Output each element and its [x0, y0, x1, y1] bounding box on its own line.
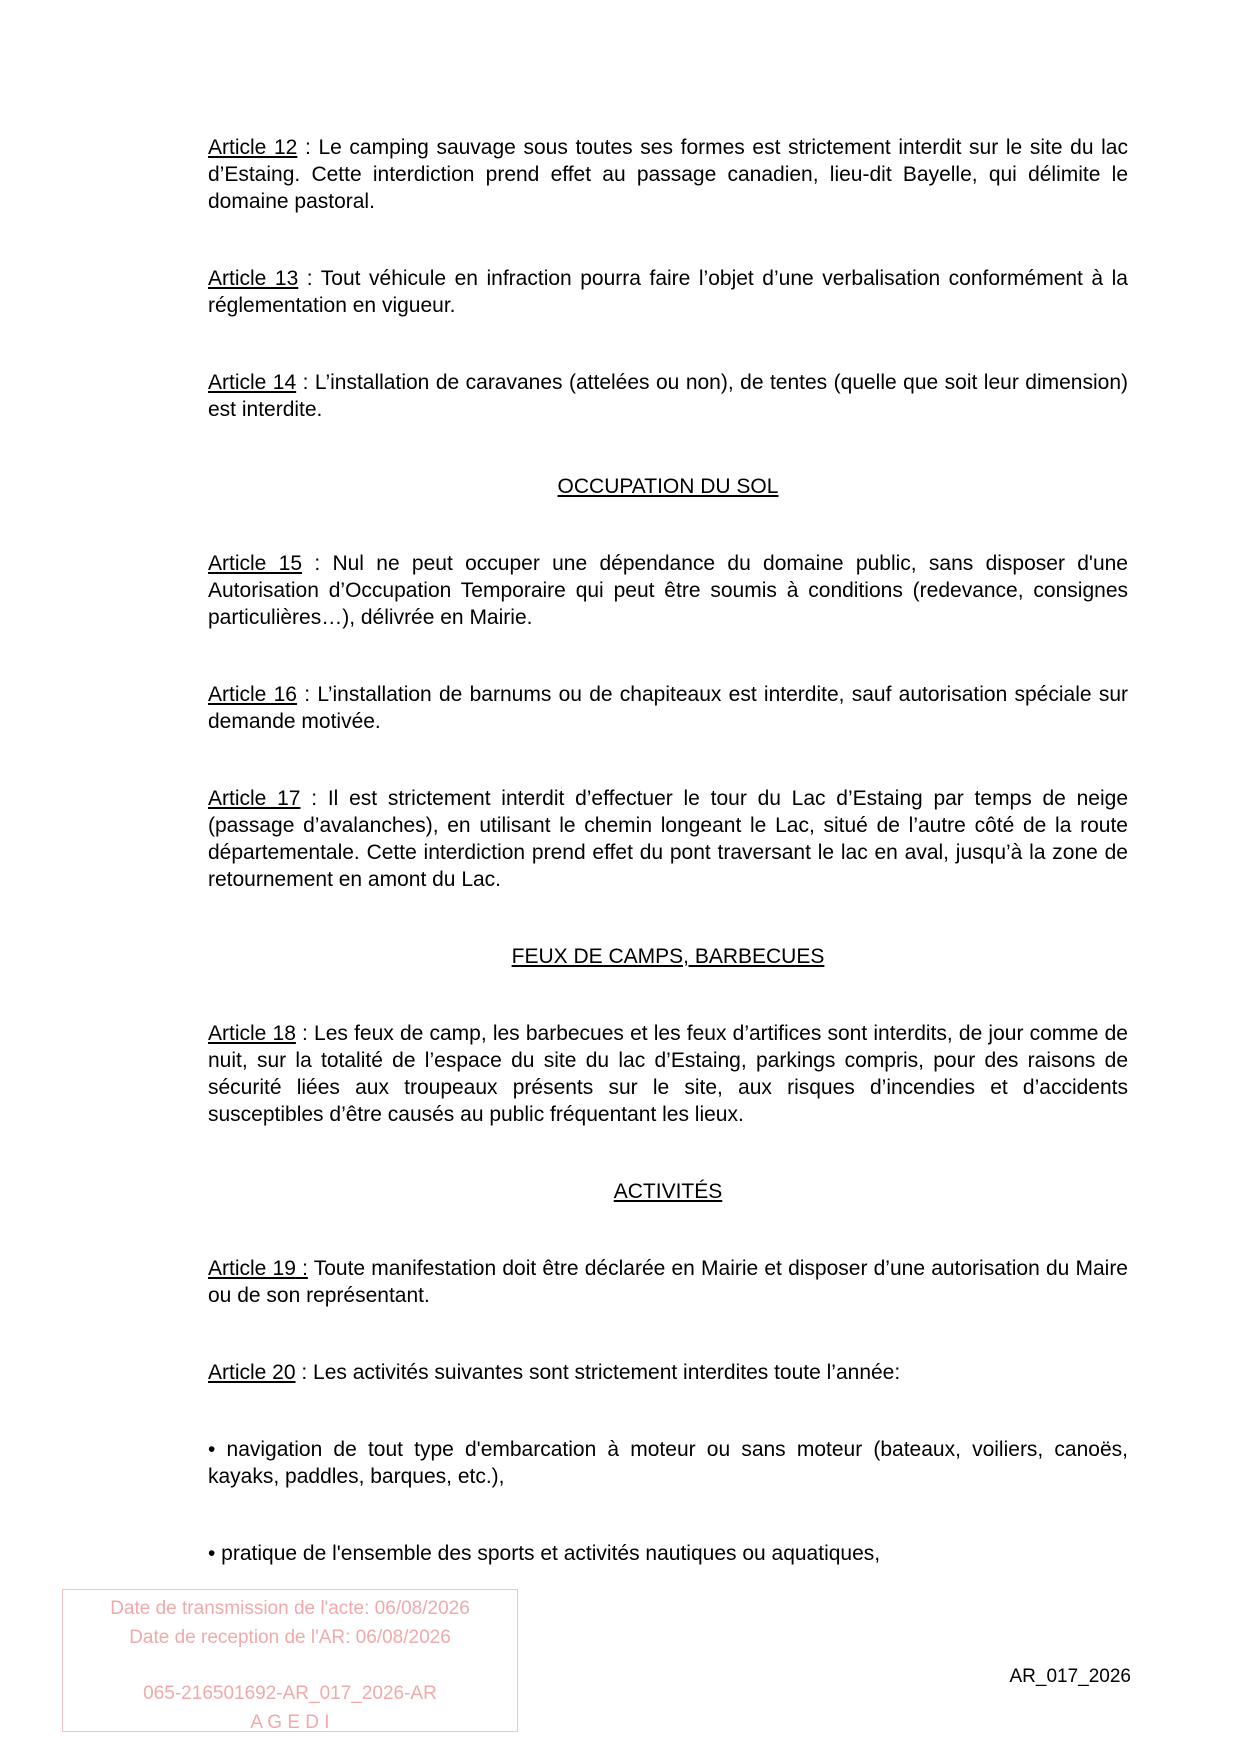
article-17 [208, 785, 1128, 893]
stamp-transmission-date: Date de transmission de l'acte: 06/08/2026 [110, 1598, 470, 1619]
article-text: : Les activités suivantes sont strictement interdites toute l’année: [295, 1361, 901, 1384]
article-label: Article 16 [208, 683, 297, 706]
article-label: Article 12 [208, 136, 298, 159]
article-text: : L’installation de caravanes (attelées ou non), de tentes (quelle que soit leur dimension) est interdite. [208, 371, 1128, 421]
article-text: : Il est strictement interdit d’effectuer le tour du Lac d’Estaing par temps de neige (passage d’avalanches), en utilisant le chemin longeant le Lac, situé de l’autre côté de la route départementale. Cette interdiction prend effet du pont traversant le lac en aval, jusqu’à la zone de retournement en amont du Lac. [208, 787, 1128, 891]
article-label: Article 15 [208, 552, 303, 575]
article-label: Article 14 [208, 371, 297, 394]
bullet-item-sports: • pratique de l'ensemble des sports et activités nautiques ou aquatiques, [208, 1542, 881, 1565]
stamp-act-id: 065-216501692-AR_017_2026-AR [143, 1683, 437, 1704]
section-heading-occupation: OCCUPATION DU SOL [557, 475, 779, 498]
section-heading-activites: ACTIVITÉS [613, 1180, 723, 1203]
article-14 [208, 369, 1128, 423]
document-body [208, 134, 1128, 1567]
bullet-item-navigation: • navigation de tout type d'embarcation à moteur ou sans moteur (bateaux, voiliers, canoës, kayaks, paddles, barques, etc.), [208, 1438, 1128, 1488]
article-label: Article 13 [208, 267, 299, 290]
transmission-stamp [62, 1589, 518, 1732]
article-19 [208, 1255, 1128, 1309]
stamp-agency: A G E D I [250, 1712, 330, 1733]
article-20 [208, 1359, 1128, 1386]
section-heading-feux: FEUX DE CAMPS, BARBECUES [511, 945, 825, 968]
article-text: : Le camping sauvage sous toutes ses formes est strictement interdit sur le site du lac d’Estaing. Cette interdiction prend effet au passage canadien, lieu-dit Bayelle, qui délimite le domaine pastoral. [208, 136, 1128, 213]
stamp-reception-date: Date de reception de l'AR: 06/08/2026 [129, 1627, 451, 1648]
article-text: Toute manifestation doit être déclarée en Mairie et disposer d’une autorisation du Maire ou de son représentant. [208, 1257, 1128, 1307]
article-label: Article 17 [208, 787, 301, 810]
article-18 [208, 1020, 1128, 1128]
article-text: : Nul ne peut occuper une dépendance du domaine public, sans disposer d'une Autorisation d’Occupation Temporaire qui peut être soumis à conditions (redevance, consignes particulières…), délivrée en Mairie. [208, 552, 1128, 629]
article-text: : Les feux de camp, les barbecues et les feux d’artifices sont interdits, de jour comme de nuit, sur la totalité de l’espace du site du lac d’Estaing, parkings compris, pour des raisons de sécurité liées aux troupeaux présents sur le site, aux risques d’incendies et d’accidents susceptibles d’être causés au public fréquentant les lieux. [208, 1022, 1128, 1126]
article-text: : L’installation de barnums ou de chapiteaux est interdite, sauf autorisation spéciale sur demande motivée. [208, 683, 1128, 733]
article-label: Article 18 [208, 1022, 296, 1045]
article-16 [208, 681, 1128, 735]
article-label: Article 20 [208, 1361, 296, 1384]
article-15 [208, 550, 1128, 631]
article-text: : Tout véhicule en infraction pourra faire l’objet d’une verbalisation conformément à la réglementation en vigueur. [208, 267, 1128, 317]
document-reference: AR_017_2026 [1009, 1666, 1131, 1687]
article-13 [208, 265, 1128, 319]
article-label: Article 19 [208, 1257, 296, 1280]
article-label-suffix: : [295, 1257, 308, 1280]
article-12 [208, 134, 1128, 215]
